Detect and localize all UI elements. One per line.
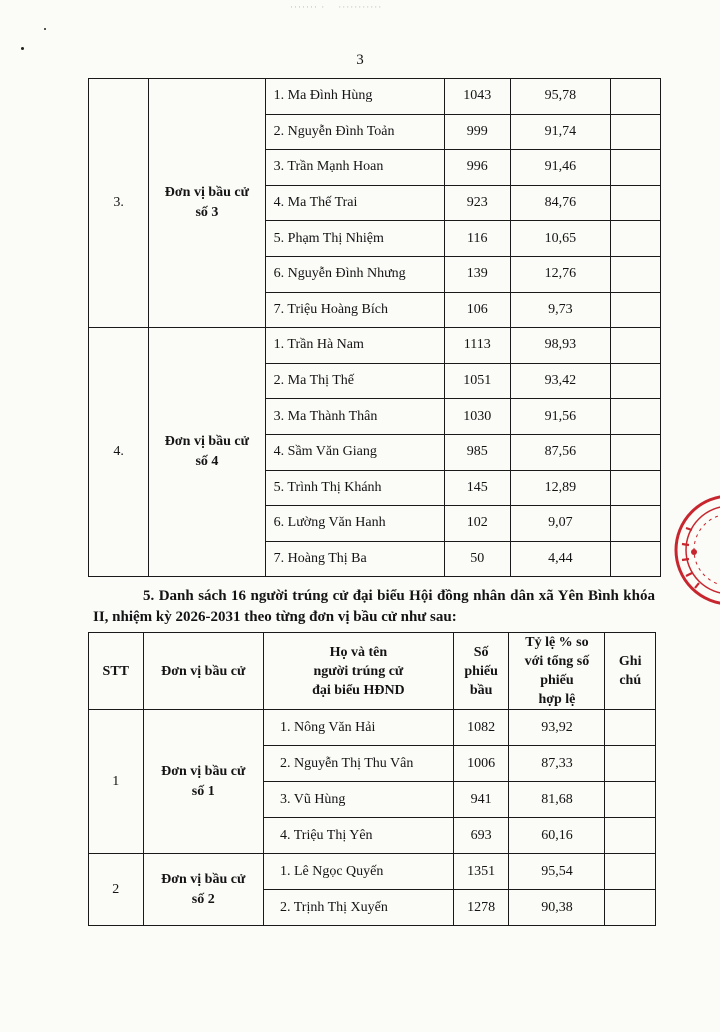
header-stt: STT: [89, 633, 144, 710]
vote-percent: 87,56: [510, 434, 610, 470]
candidate-name: 1. Ma Đình Hùng: [265, 79, 444, 115]
note-cell: [610, 114, 660, 150]
header-percent: Tỷ lệ % so với tổng số phiếu hợp lệ: [509, 633, 605, 710]
group-unit: Đơn vị bầu cử số 3: [149, 79, 265, 328]
group-stt: 2: [89, 854, 144, 926]
candidate-name: 4. Ma Thế Trai: [265, 185, 444, 221]
vote-count: 106: [444, 292, 510, 328]
note-cell: [605, 890, 656, 926]
group-stt: 3.: [89, 79, 149, 328]
vote-percent: 81,68: [509, 782, 605, 818]
header-votes: Số phiếu bầu: [453, 633, 509, 710]
vote-percent: 95,78: [510, 79, 610, 115]
note-cell: [610, 221, 660, 257]
vote-percent: 9,73: [510, 292, 610, 328]
official-stamp-icon: [668, 488, 720, 618]
group-unit: Đơn vị bầu cử số 4: [149, 328, 265, 577]
candidate-name: 1. Trần Hà Nam: [265, 328, 444, 364]
candidate-name: 6. Nguyễn Đình Nhưng: [265, 256, 444, 292]
header-row: [89, 633, 656, 710]
header-note: Ghi chú: [605, 633, 656, 710]
note-cell: [605, 710, 656, 746]
note-cell: [605, 818, 656, 854]
vote-count: 985: [444, 434, 510, 470]
delegate-name: 2. Nguyễn Thị Thu Vân: [263, 746, 453, 782]
delegate-name: 4. Triệu Thị Yên: [263, 818, 453, 854]
note-cell: [610, 506, 660, 542]
vote-count: 693: [453, 818, 509, 854]
vote-percent: 10,65: [510, 221, 610, 257]
vote-count: 923: [444, 185, 510, 221]
candidate-name: 3. Trần Mạnh Hoan: [265, 150, 444, 186]
candidate-name: 2. Nguyễn Đình Toản: [265, 114, 444, 150]
table-row: [89, 79, 661, 115]
vote-percent: 93,92: [509, 710, 605, 746]
results-table-continued: [88, 78, 661, 577]
candidate-name: 4. Sầm Văn Giang: [265, 434, 444, 470]
candidate-name: 2. Ma Thị Thế: [265, 363, 444, 399]
vote-count: 999: [444, 114, 510, 150]
vote-count: 50: [444, 541, 510, 577]
vote-count: 139: [444, 256, 510, 292]
note-cell: [605, 854, 656, 890]
vote-percent: 60,16: [509, 818, 605, 854]
note-cell: [610, 470, 660, 506]
vote-count: 116: [444, 221, 510, 257]
group-unit: Đơn vị bầu cử số 1: [143, 710, 263, 854]
note-cell: [610, 399, 660, 435]
candidate-name: 7. Triệu Hoàng Bích: [265, 292, 444, 328]
table-row: [89, 710, 656, 746]
candidate-name: 3. Ma Thành Thân: [265, 399, 444, 435]
header-name: Họ và tên người trúng cử đại biểu HĐND: [263, 633, 453, 710]
vote-count: 1043: [444, 79, 510, 115]
vote-percent: 12,89: [510, 470, 610, 506]
candidate-name: 5. Trình Thị Khánh: [265, 470, 444, 506]
table-row: [89, 328, 661, 364]
vote-count: 1351: [453, 854, 509, 890]
vote-percent: 4,44: [510, 541, 610, 577]
note-cell: [610, 328, 660, 364]
table-row: [89, 854, 656, 890]
delegate-name: 2. Trịnh Thị Xuyến: [263, 890, 453, 926]
note-cell: [610, 541, 660, 577]
vote-count: 1051: [444, 363, 510, 399]
vote-count: 941: [453, 782, 509, 818]
header-unit: Đơn vị bầu cử: [143, 633, 263, 710]
group-unit: Đơn vị bầu cử số 2: [143, 854, 263, 926]
candidate-name: 7. Hoàng Thị Ba: [265, 541, 444, 577]
note-cell: [610, 150, 660, 186]
note-cell: [610, 292, 660, 328]
note-cell: [610, 79, 660, 115]
note-cell: [605, 746, 656, 782]
elected-delegates-table: [88, 632, 656, 926]
scan-artifact: ······· · ···········: [290, 2, 383, 12]
note-cell: [610, 256, 660, 292]
vote-count: 1006: [453, 746, 509, 782]
candidate-name: 5. Phạm Thị Nhiệm: [265, 221, 444, 257]
vote-percent: 91,74: [510, 114, 610, 150]
scan-speck: [44, 28, 46, 30]
vote-percent: 95,54: [509, 854, 605, 890]
vote-count: 1030: [444, 399, 510, 435]
note-cell: [610, 363, 660, 399]
delegate-name: 1. Lê Ngọc Quyến: [263, 854, 453, 890]
vote-count: 145: [444, 470, 510, 506]
vote-count: 996: [444, 150, 510, 186]
note-cell: [610, 434, 660, 470]
delegate-name: 1. Nông Văn Hải: [263, 710, 453, 746]
vote-count: 1278: [453, 890, 509, 926]
section5-heading: 5. Danh sách 16 người trúng cử đại biểu Hội đồng nhân dân xã Yên Bình khóa II, nhiệm kỳ 2026-2031 theo từng đơn vị bầu cử như sau:: [93, 588, 655, 625]
vote-percent: 87,33: [509, 746, 605, 782]
vote-percent: 91,56: [510, 399, 610, 435]
vote-percent: 84,76: [510, 185, 610, 221]
candidate-name: 6. Lường Văn Hanh: [265, 506, 444, 542]
note-cell: [605, 782, 656, 818]
vote-percent: 9,07: [510, 506, 610, 542]
group-stt: 4.: [89, 328, 149, 577]
delegate-name: 3. Vũ Hùng: [263, 782, 453, 818]
vote-percent: 12,76: [510, 256, 610, 292]
vote-percent: 90,38: [509, 890, 605, 926]
vote-count: 1113: [444, 328, 510, 364]
vote-count: 102: [444, 506, 510, 542]
vote-percent: 93,42: [510, 363, 610, 399]
scan-speck: [21, 47, 24, 50]
vote-percent: 91,46: [510, 150, 610, 186]
vote-percent: 98,93: [510, 328, 610, 364]
group-stt: 1: [89, 710, 144, 854]
page-number: 3: [356, 52, 364, 68]
note-cell: [610, 185, 660, 221]
vote-count: 1082: [453, 710, 509, 746]
